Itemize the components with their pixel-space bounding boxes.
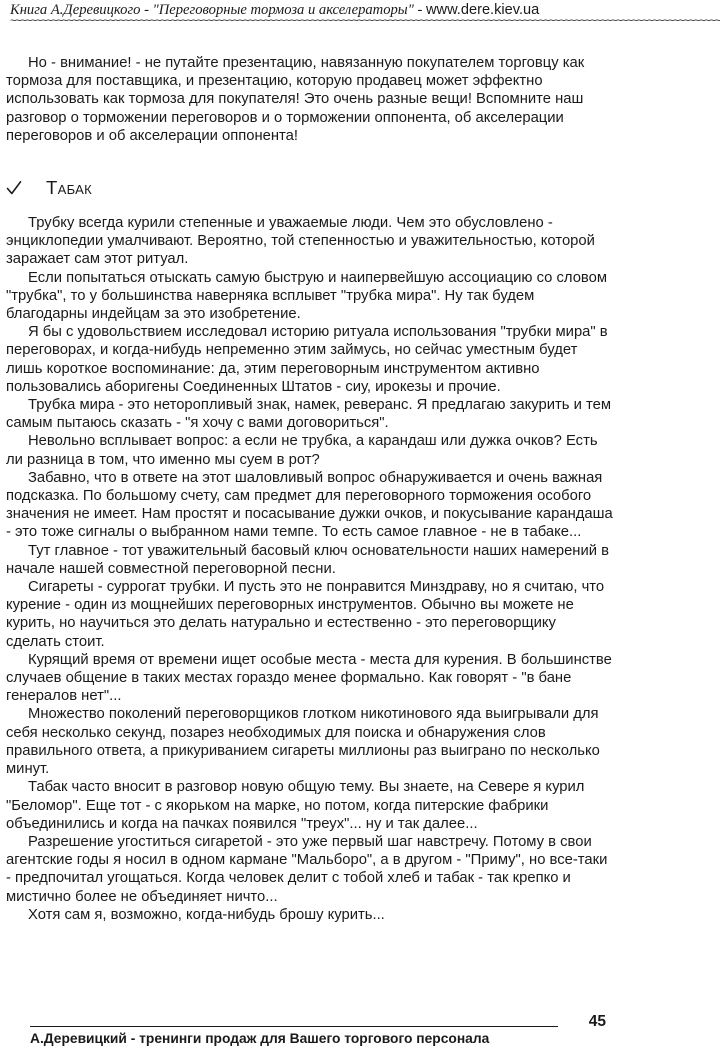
paragraph: Множество поколений переговорщиков глотком никотинового яда выигрывали для себя несколько секунд, позарез необходимых для поиска и обнаружения слов правильного ответа, а прикуриванием сигареты миллионы раз выиграно по несколько минут. bbox=[6, 706, 600, 778]
paragraph: Разрешение угоститься сигаретой - это уже первый шаг навстречу. Потому в свои агентские годы я носил в одном кармане "Мальборо", а в другом - "Приму", но все-таки - предпочитал угощаться. Когда человек делит с тобой хлеб и табак - так крепко и мистично более не объединяет ничто... bbox=[6, 833, 608, 905]
site-link[interactable]: www.dere.kiev.ua bbox=[425, 2, 540, 18]
paragraph: Курящий время от времени ищет особые места - места для курения. В большинстве случаев общение в таких местах гораздо менее формально. Как говорят - "в бане генералов нет"... bbox=[6, 651, 612, 705]
paragraph: Трубка мира - это неторопливый знак, намек, реверанс. Я предлагаю закурить и тем самым пытаюсь сказать - "я хочу с вами договориться". bbox=[6, 397, 611, 432]
paragraph: Табак часто вносит в разговор новую общую тему. Вы знаете, на Севере я курил "Беломор". Еще тот - с якорьком на марке, но потом, когда питерские фабрики объединились и когда на пачках появился "треух"... ну и так далее... bbox=[6, 779, 585, 832]
intro-paragraph: Но - внимание! - не путайте презентацию, навязанную покупателем торговцу как тормоза для поставщика, и презентацию, которую продавец может эффектно использовать как тормоза для покупателя! Это очень разные вещи! Вспомните наш разговор о торможении переговоров и о торможении оппонента, об акселерации переговоров и об акселерации оппонента! bbox=[6, 55, 585, 144]
paragraph: Я бы с удовольствием исследовал историю ритуала использования "трубки мира" в переговорах, и когда-нибудь непременно этим займусь, но сейчас уместным будет лишь короткое воспоминание: да, этим переговорным инструментом активно пользовались аборигены Соединенных Штатов - сиу, ирокезы и прочие. bbox=[6, 324, 608, 395]
book-title: Книга А.Деревицкого - "Переговорные тормоза и акселераторы" - bbox=[10, 2, 426, 18]
section-heading bbox=[6, 176, 92, 200]
paragraph: Забавно, что в ответе на этот шаловливый вопрос обнаруживается и очень важная подсказка. По большому счету, сам предмет для переговорного торможения особого значения не имеет. Нам простят и посасывание дужки очков, и покусывание карандаша - это тоже сигналы о выбранном нами темпе. То есть самое главное - не в табаке... bbox=[6, 469, 613, 541]
header-separator: ~~~~~~~~~~~~~~~~~~~~~~~~~~~~~~~~~~~~~~~~~~~~~~~~~~~~~~~~~~~~~~~~~~~~~~~~~~~~~~~~~~~~~~~~~~~~~~~~~~~~~~~~~~~~~~~~~~~~~~~~~~~~~~~~~~~~~~~~~ bbox=[10, 16, 720, 28]
paragraph: Сигареты - суррогат трубки. И пусть это не понравится Минздраву, но я считаю, что курение - один из мощнейших переговорных инструментов. Обычно вы можете не курить, но научиться это делать натурально и естественно - это переговорщику сделать стоит. bbox=[6, 579, 605, 650]
check-icon bbox=[6, 180, 22, 196]
intro-section bbox=[6, 54, 614, 145]
section-title: Табак bbox=[46, 177, 92, 198]
footer-text: А.Деревицкий - тренинги продаж для Вашего торгового персонала bbox=[30, 1031, 490, 1046]
paragraph: Тут главное - тот уважительный басовый ключ основательности наших намерений в начале нашей совместной переговорной песни. bbox=[6, 542, 609, 577]
paragraph: Невольно всплывает вопрос: а если не трубка, а карандаш или дужка очков? Есть ли разница в том, что именно мы суем в рот? bbox=[6, 433, 598, 468]
paragraph: Хотя сам я, возможно, когда-нибудь брошу курить... bbox=[28, 906, 385, 923]
footer-divider bbox=[30, 1026, 558, 1027]
paragraph: Если попытаться отыскать самую быструю и наипервейшую ассоциацию со словом "трубка", то у большинства наверняка всплывет "трубка мира". Ну так будем благодарны индейцам за это изобретение. bbox=[6, 269, 608, 323]
main-text bbox=[6, 214, 614, 924]
paragraph: Трубку всегда курили степенные и уважаемые люди. Чем это обусловлено - энциклопедии умалчивают. Вероятно, той степенностью и уважительностью, которой заражает сам этот ритуал. bbox=[6, 215, 595, 268]
page-number: 45 bbox=[588, 1013, 606, 1030]
